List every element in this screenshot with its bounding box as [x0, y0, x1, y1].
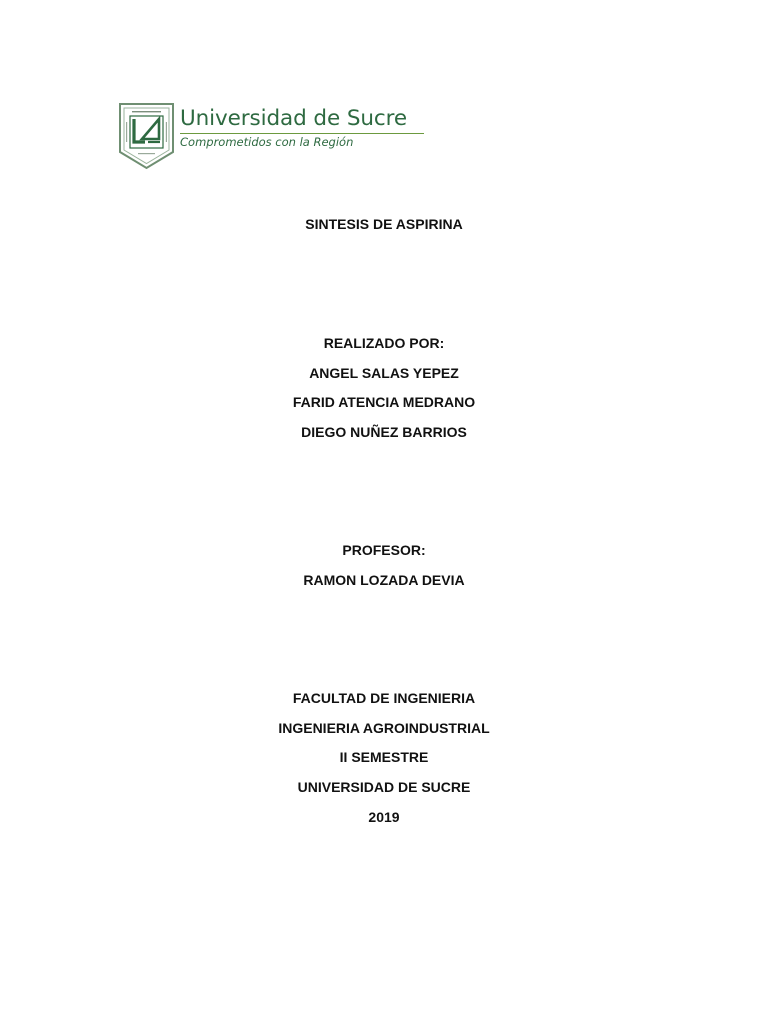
university-name: UNIVERSIDAD DE SUCRE: [297, 779, 471, 795]
semester: II SEMESTRE: [339, 749, 429, 765]
logo-divider: [180, 133, 424, 134]
author-name: FARID ATENCIA MEDRANO: [292, 394, 476, 410]
authors-heading: REALIZADO POR:: [323, 335, 445, 351]
professor-name: RAMON LOZADA DEVIA: [303, 572, 465, 588]
university-tagline: Comprometidos con la Región: [180, 135, 354, 149]
university-seal-icon: [118, 102, 175, 170]
professor-heading: PROFESOR:: [342, 542, 426, 558]
faculty-name: FACULTAD DE INGENIERIA: [292, 690, 476, 706]
year: 2019: [368, 809, 400, 825]
document-title: SINTESIS DE ASPIRINA: [305, 216, 463, 232]
program-name: INGENIERIA AGROINDUSTRIAL: [278, 720, 490, 736]
author-name: DIEGO NUÑEZ BARRIOS: [301, 424, 467, 440]
university-logo: [118, 100, 428, 174]
university-wordmark: Universidad de Sucre: [180, 106, 408, 131]
author-name: ANGEL SALAS YEPEZ: [309, 365, 459, 381]
